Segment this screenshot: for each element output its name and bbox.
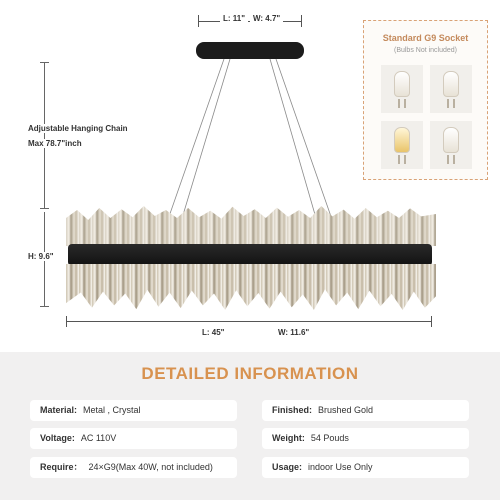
bulb-panel-subtitle: (Bulbs Not included) <box>393 47 458 54</box>
chain-dim-cap-bottom <box>40 208 49 209</box>
info-heading: DETAILED INFORMATION <box>141 364 359 383</box>
width-label: W: 11.6" <box>278 328 310 337</box>
spec-key: Require： <box>40 462 83 472</box>
wire-right-inner <box>270 59 318 225</box>
chain-label-line2: Max 78.7"inch <box>28 139 82 148</box>
spec-value: AC 110V <box>80 433 117 443</box>
spec-value: 24×G9(Max 40W, not included) <box>88 462 213 472</box>
spec-key: Usage: <box>272 462 303 472</box>
spec-weight <box>262 428 469 449</box>
spec-value: Brushed Gold <box>318 405 374 415</box>
black-frame-ring <box>68 244 432 266</box>
spec-key: Material: <box>40 405 78 415</box>
spec-key: Weight: <box>272 433 305 443</box>
chain-label-line1: Adjustable Hanging Chain <box>28 124 128 133</box>
height-label: H: 9.6" <box>28 252 54 261</box>
spec-value: indoor Use Only <box>308 462 373 472</box>
bulb-socket-panel <box>363 20 488 180</box>
g9-led-bulb-icon <box>381 65 423 113</box>
spec-material <box>30 400 237 421</box>
spec-value: Metal , Crystal <box>83 405 141 415</box>
spec-key: Finished: <box>272 405 312 415</box>
detailed-information-section <box>0 352 500 500</box>
g9-filament-bulb-icon <box>381 121 423 169</box>
wire-left-inner <box>180 59 230 225</box>
spec-key: Voltage: <box>40 433 75 443</box>
length-width-dimension <box>66 314 432 337</box>
height-dim-cap-bottom <box>40 306 49 307</box>
spec-voltage <box>30 428 237 449</box>
spec-value: 54 Pouds <box>310 433 349 443</box>
g9-led-bulb-icon <box>430 121 472 169</box>
wire-right-outer <box>276 59 335 228</box>
length-label: L: 45" <box>202 328 225 337</box>
spec-finished <box>262 400 469 421</box>
spec-usage <box>262 457 469 478</box>
chain-dim-line <box>44 62 45 208</box>
canopy-length-label: L: 11" <box>220 14 248 28</box>
bulb-panel-title: Standard G9 Socket <box>382 33 469 43</box>
wire-left-outer <box>165 59 224 228</box>
spec-require <box>30 457 237 478</box>
canopy-width-label: W: 4.7" <box>250 14 283 28</box>
g9-led-bulb-icon <box>430 65 472 113</box>
